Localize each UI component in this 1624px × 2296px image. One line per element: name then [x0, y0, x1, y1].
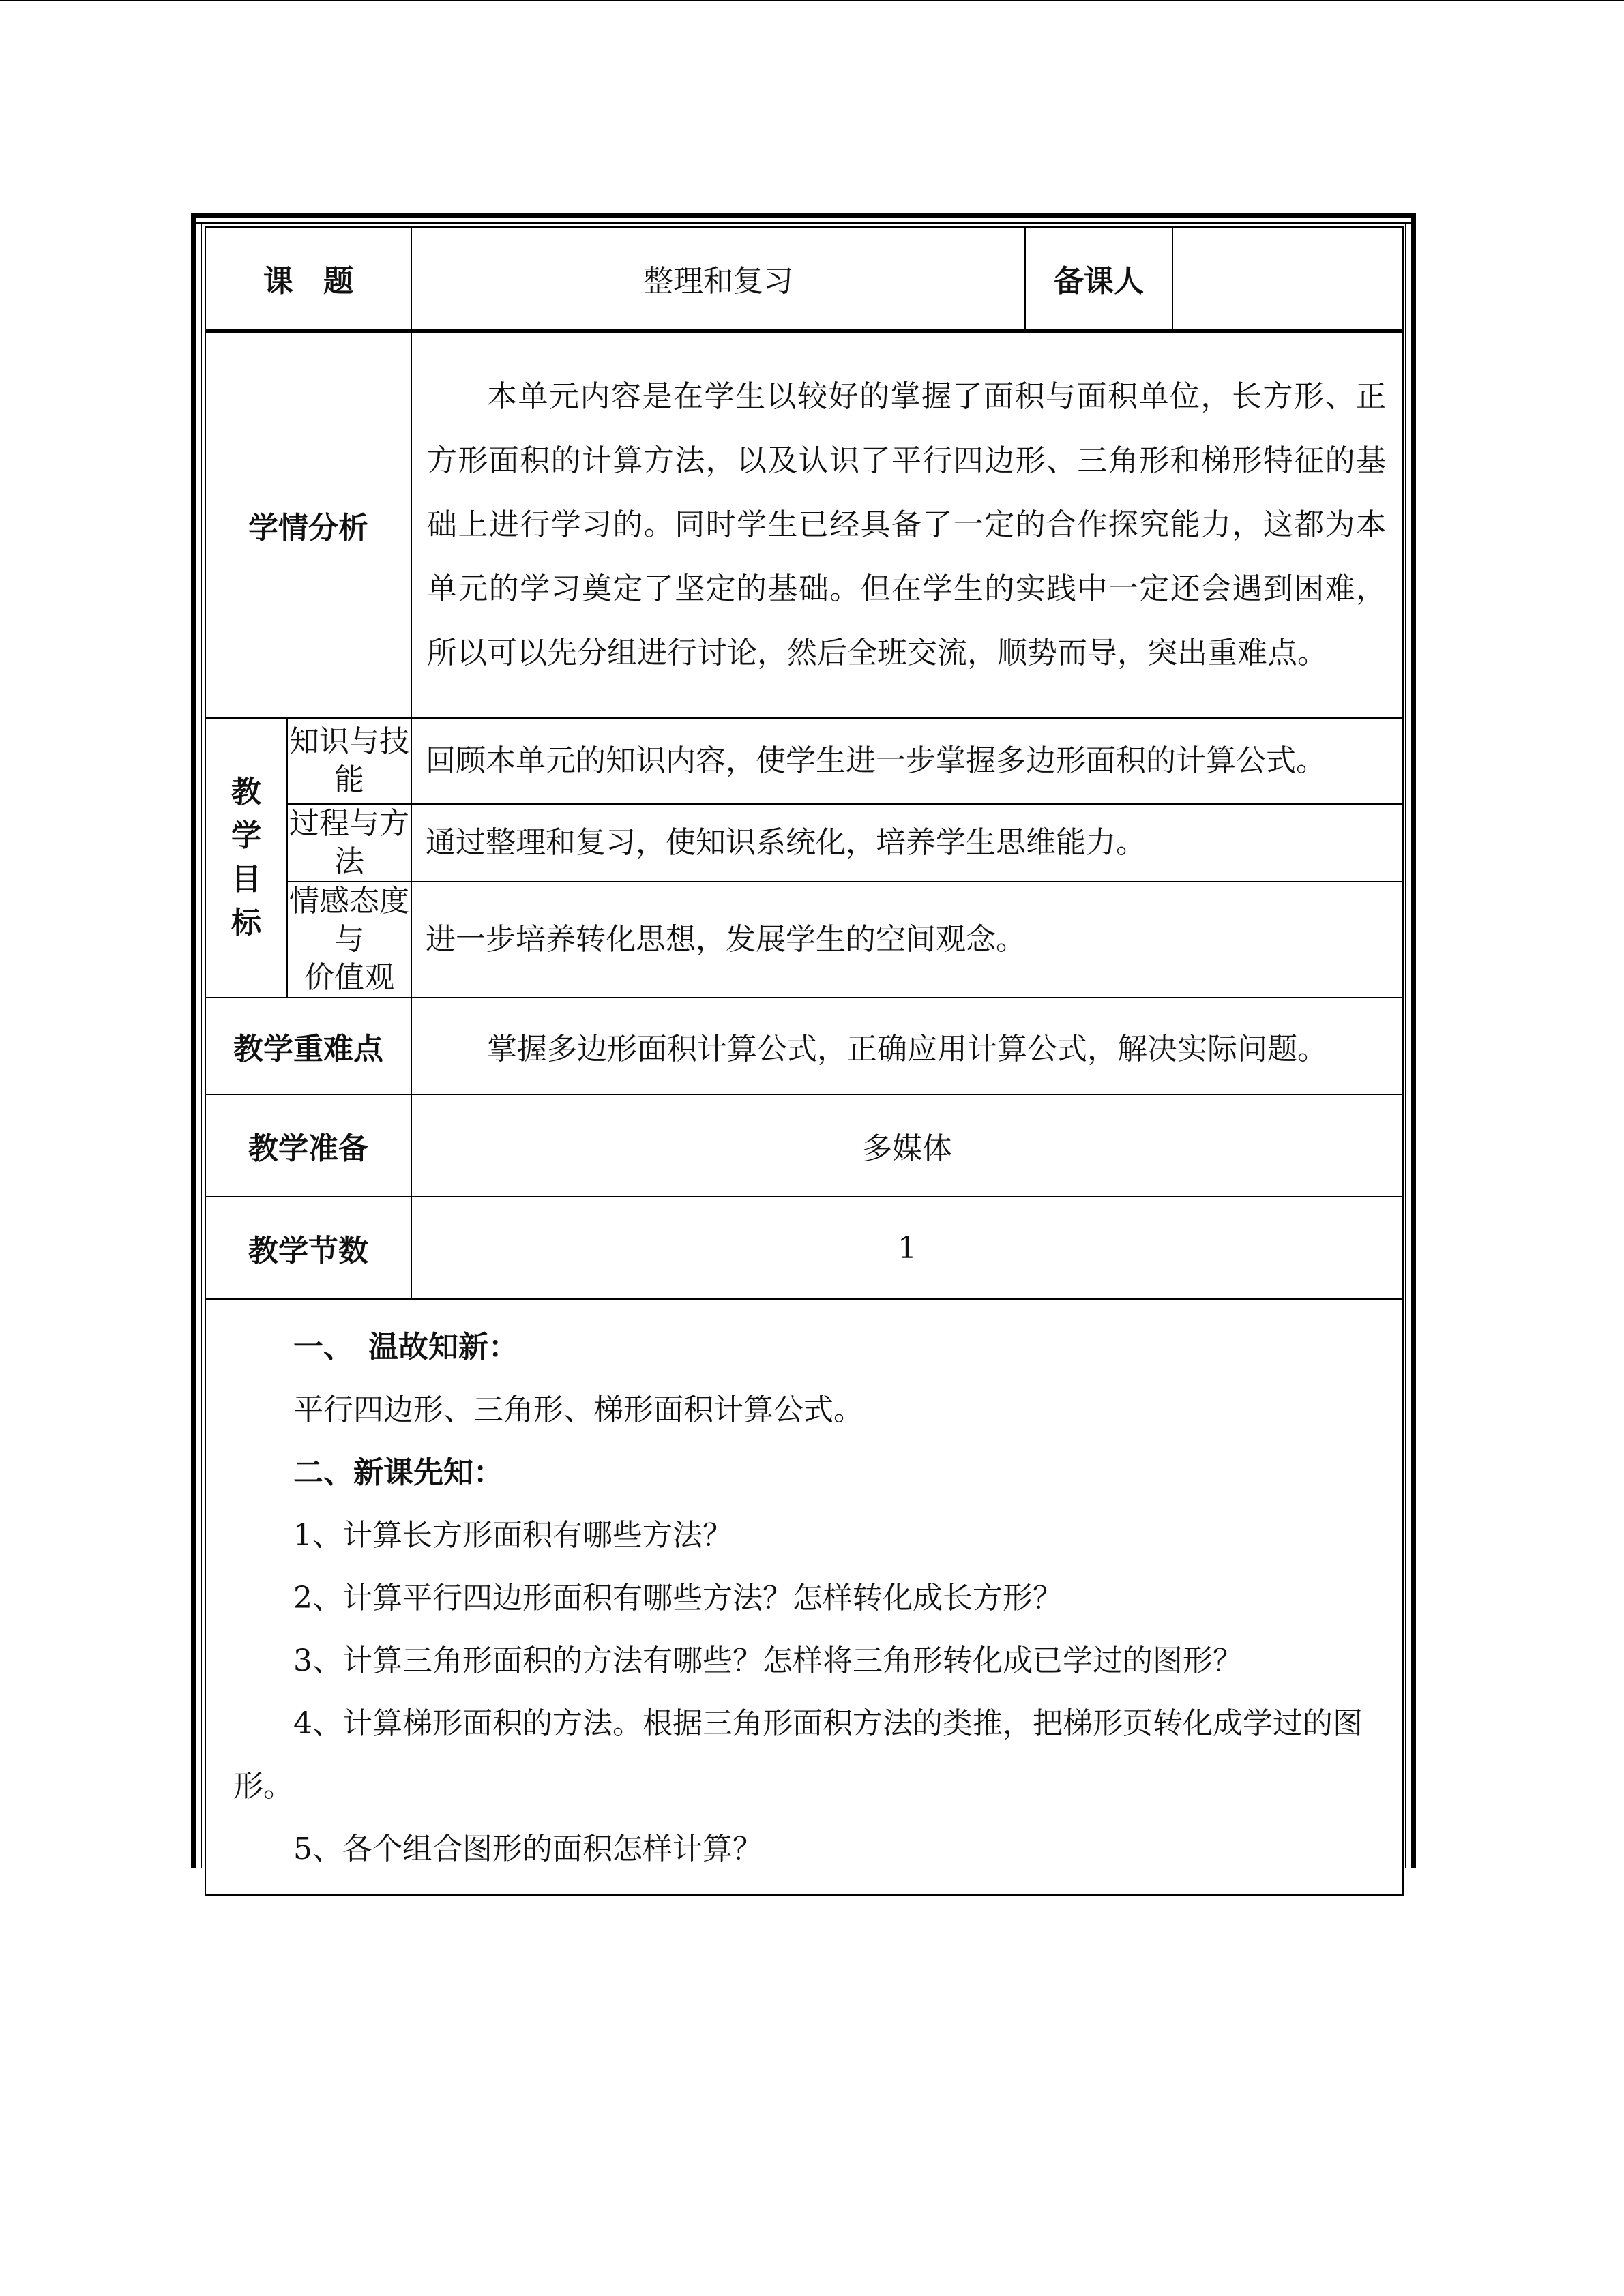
- page-top-border: [0, 0, 1624, 3]
- lesson-plan-table: [205, 226, 1404, 1896]
- preparation-label: 教学准备: [205, 1094, 411, 1197]
- preparation-text: 多媒体: [411, 1094, 1403, 1197]
- preparer-label: 备课人: [1025, 227, 1172, 331]
- question-3: 3、计算三角形面积的方法有哪些？怎样将三角形转化成已学过的图形？: [293, 1643, 1243, 1678]
- question-1: 1、计算长方形面积有哪些方法？: [293, 1518, 733, 1553]
- goal-row-attitude: [205, 882, 1403, 998]
- goals-label-char-4: 标: [231, 906, 261, 940]
- goal-label-attitude: [287, 882, 411, 998]
- analysis-text: 本单元内容是在学生以较好的掌握了面积与面积单位，长方形、正方形面积的计算方法，以及认识了平行四边形、三角形和梯形特征的基础上进行学习的。同时学生已经具备了一定的合作探究能力，这都为本单元的学习奠定了坚定的基础。但在学生的实践中一定还会遇到困难，所以可以先分组进行讨论，然后全班交流，顺势而导，突出重难点。: [411, 331, 1403, 718]
- goals-label-char-2: 学: [231, 818, 261, 853]
- goal-text-attitude: 进一步培养转化思想，发展学生的空间观念。: [411, 882, 1403, 998]
- content-row: [205, 1299, 1403, 1895]
- lesson-plan-sheet: [191, 213, 1416, 1868]
- analysis-label: 学情分析: [205, 331, 411, 718]
- goal-text-knowledge: 回顾本单元的知识内容，使学生进一步掌握多边形面积的计算公式。: [411, 718, 1403, 804]
- periods-row: [205, 1197, 1403, 1299]
- lesson-content: [205, 1299, 1403, 1895]
- section1-text: 平行四边形、三角形、梯形面积计算公式。: [293, 1392, 863, 1427]
- topic-label: 课 题: [205, 227, 411, 331]
- periods-text: 1: [411, 1197, 1403, 1299]
- inner-frame-right: [1405, 222, 1406, 1868]
- inner-frame-left: [201, 222, 202, 1868]
- goals-label-char-3: 目: [231, 862, 261, 897]
- section2-title: 二、新课先知：: [293, 1455, 503, 1490]
- question-4: 4、计算梯形面积的方法。根据三角形面积方法的类推，把梯形页转化成学过的图形。: [233, 1706, 1363, 1804]
- header-row: [205, 227, 1403, 331]
- preparer-value: [1172, 227, 1403, 331]
- preparation-row: [205, 1094, 1403, 1197]
- key-points-label: 教学重难点: [205, 998, 411, 1094]
- goal-label-process: 过程与方法: [287, 804, 411, 882]
- goal-row-knowledge: [205, 718, 1403, 804]
- goal-text-process: 通过整理和复习，使知识系统化，培养学生思维能力。: [411, 804, 1403, 882]
- section1-title: 一、 温故知新：: [293, 1330, 518, 1365]
- goal-label-attitude-line2: 价值观: [304, 960, 394, 995]
- periods-label: 教学节数: [205, 1197, 411, 1299]
- key-points-row: [205, 998, 1403, 1094]
- goal-label-attitude-line1: 情感态度与: [289, 884, 409, 957]
- goals-label-char-1: 教: [231, 775, 261, 809]
- inner-frame-top: [196, 222, 1411, 224]
- goals-label: [205, 718, 287, 998]
- key-points-text: 掌握多边形面积计算公式，正确应用计算公式，解决实际问题。: [411, 998, 1403, 1094]
- analysis-row: [205, 331, 1403, 718]
- topic-value: 整理和复习: [411, 227, 1025, 331]
- goal-row-process: [205, 804, 1403, 882]
- goal-label-knowledge: 知识与技能: [287, 718, 411, 804]
- question-5: 5、各个组合图形的面积怎样计算？: [293, 1832, 763, 1866]
- question-2: 2、计算平行四边形面积有哪些方法？怎样转化成长方形？: [293, 1581, 1063, 1615]
